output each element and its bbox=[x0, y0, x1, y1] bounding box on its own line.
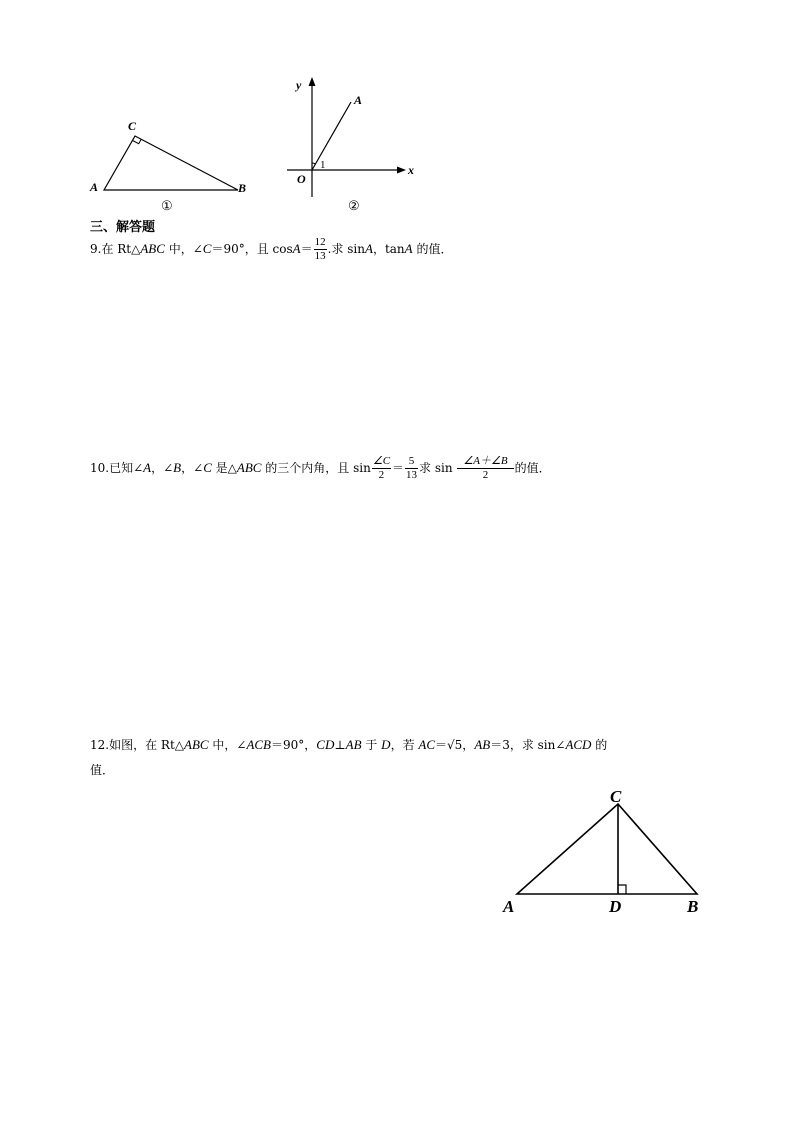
q9-var: A bbox=[365, 241, 373, 256]
label-a: A bbox=[354, 93, 363, 107]
q12-var: AC bbox=[418, 737, 436, 752]
fraction-denominator: 2 bbox=[482, 469, 489, 481]
section-title: 三、解答题 bbox=[90, 220, 156, 235]
q9-text: .求 sin bbox=[327, 242, 365, 256]
q12-text: 中，∠ bbox=[208, 738, 247, 752]
label-y: y bbox=[296, 78, 302, 92]
triangle-abc bbox=[104, 136, 238, 190]
fraction-denominator: 13 bbox=[406, 469, 418, 481]
figure-1-caption: ① bbox=[161, 199, 173, 214]
q10-var: ABC bbox=[236, 460, 262, 475]
y-axis-arrow bbox=[309, 77, 316, 86]
right-angle-mark bbox=[618, 885, 626, 894]
q10-text: ，∠ bbox=[181, 461, 204, 475]
q12-text: 如图，在 Rt△ bbox=[109, 738, 184, 752]
q9-fraction bbox=[314, 236, 327, 263]
q10-text: ，∠ bbox=[151, 461, 174, 475]
fraction-numerator: ∠C bbox=[372, 455, 391, 467]
q9-text: ＝90°，且 cos bbox=[211, 242, 293, 256]
q12-var: ACB bbox=[246, 737, 271, 752]
label-a: A bbox=[90, 180, 99, 194]
label-x: x bbox=[408, 163, 414, 177]
label-angle-1: 1 bbox=[320, 159, 326, 171]
q12-var: AB bbox=[345, 737, 362, 752]
label-b: B bbox=[238, 181, 247, 195]
q12-text: ＝90°， bbox=[271, 738, 317, 752]
question-12 bbox=[90, 736, 607, 754]
q12-text: ，若 bbox=[390, 738, 419, 752]
fraction-numerator: ∠A＋∠B bbox=[457, 455, 513, 469]
q10-fraction-3 bbox=[457, 455, 513, 482]
q10-text: 的三个内角，且 sin bbox=[261, 461, 371, 475]
q12-var: AB bbox=[474, 737, 491, 752]
fraction-denominator: 13 bbox=[314, 250, 326, 262]
q10-number: 10. bbox=[90, 461, 110, 475]
label-c: C bbox=[128, 119, 137, 133]
q9-var: ABC bbox=[140, 241, 165, 256]
q9-var: A bbox=[404, 241, 413, 256]
q12-var: D bbox=[381, 737, 391, 752]
q12-var: ACD bbox=[565, 737, 592, 752]
figure-1-triangle bbox=[88, 115, 258, 195]
label-c: C bbox=[610, 787, 622, 806]
question-12-line-2: 值． bbox=[90, 763, 115, 777]
q12-text: ＝√5， bbox=[435, 738, 475, 752]
q12-text: 于 bbox=[361, 738, 382, 752]
q12-var: ABC bbox=[184, 737, 209, 752]
q12-var: CD bbox=[316, 737, 335, 752]
q9-text: 中，∠ bbox=[164, 242, 203, 256]
label-a: A bbox=[503, 897, 515, 916]
q12-text: ＝3，求 sin∠ bbox=[490, 738, 566, 752]
q9-text: ＝ bbox=[300, 242, 313, 256]
question-10 bbox=[90, 455, 551, 482]
right-angle-mark bbox=[133, 139, 142, 144]
q10-var: C bbox=[203, 460, 212, 475]
fraction-denominator: 2 bbox=[378, 469, 385, 481]
q10-text: ＝ bbox=[392, 461, 405, 475]
label-b: B bbox=[687, 897, 699, 916]
figure-2-caption: ② bbox=[348, 199, 360, 214]
triangle-abc bbox=[517, 804, 697, 894]
q9-text: 的值． bbox=[412, 242, 453, 256]
q12-number: 12. bbox=[90, 738, 110, 752]
fraction-numerator: 5 bbox=[405, 455, 418, 469]
q9-number: 9. bbox=[90, 242, 102, 256]
fraction-numerator: 12 bbox=[314, 236, 326, 248]
question-9 bbox=[90, 236, 452, 263]
label-d: D bbox=[609, 897, 622, 916]
q12-text: ⊥ bbox=[334, 738, 346, 752]
x-axis-arrow bbox=[397, 167, 406, 174]
q10-text: 是△ bbox=[211, 461, 237, 475]
q10-text: 的值． bbox=[514, 461, 551, 475]
ray-oa bbox=[312, 102, 351, 170]
q12-text: 的 bbox=[591, 738, 608, 752]
q10-text: 求 sin bbox=[419, 461, 457, 475]
q9-text: 在 Rt△ bbox=[101, 242, 141, 256]
q9-var: A bbox=[292, 241, 301, 256]
q10-var: B bbox=[173, 460, 182, 475]
q9-var: C bbox=[202, 241, 212, 256]
q9-text: ，tan bbox=[372, 242, 405, 256]
q10-text: 已知∠ bbox=[109, 461, 144, 475]
q10-var: A bbox=[143, 460, 152, 475]
q10-fraction-2 bbox=[405, 455, 418, 482]
label-o: O bbox=[297, 172, 306, 186]
q10-fraction-1 bbox=[372, 455, 391, 482]
figure-2-axes bbox=[284, 72, 424, 200]
figure-3-triangle bbox=[498, 782, 710, 920]
